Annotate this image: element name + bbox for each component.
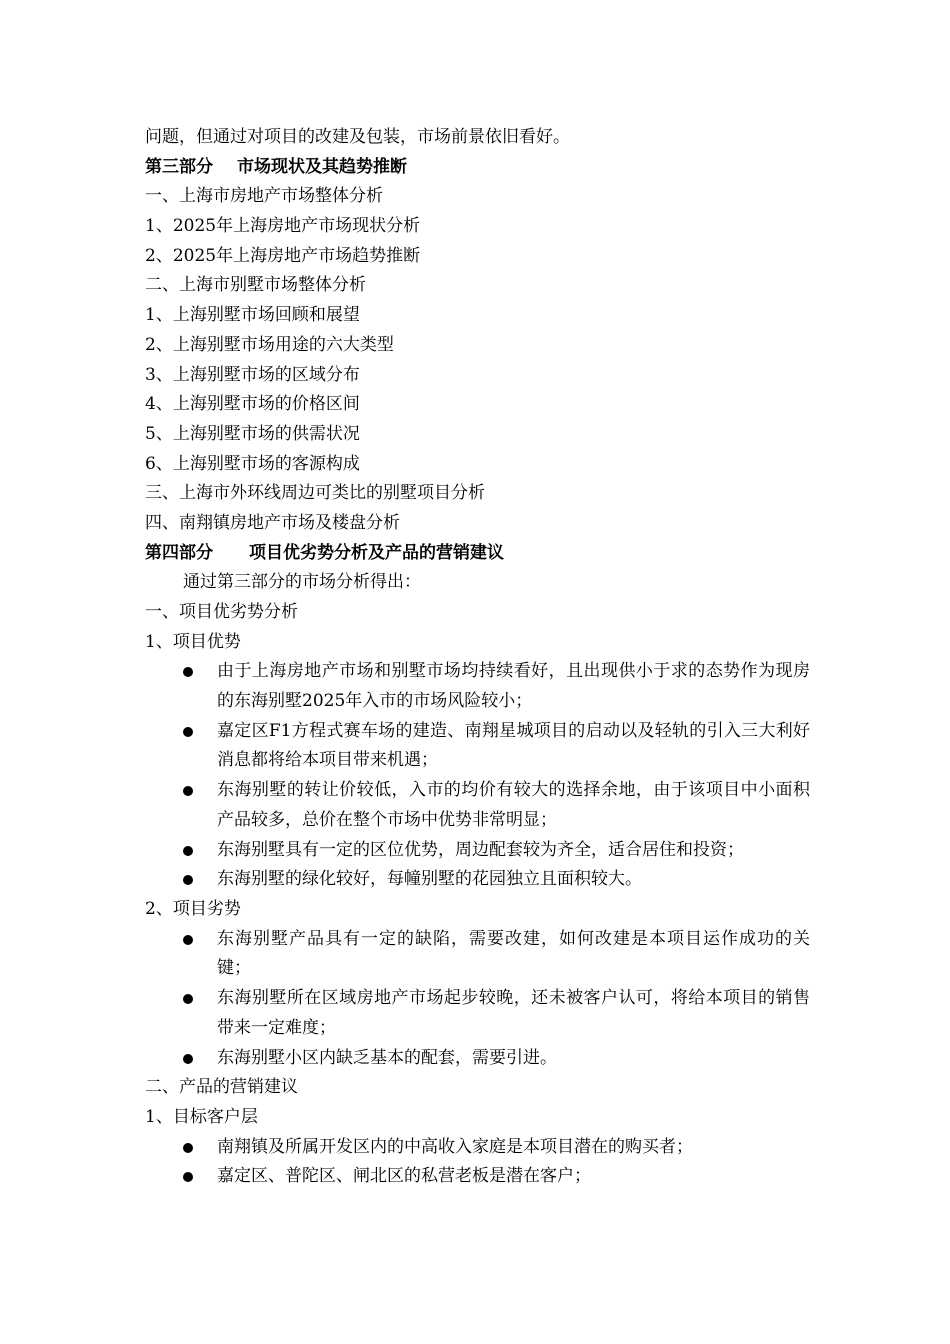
disadvantage-item [145, 984, 810, 1043]
section-3-1-heading: 一、上海市房地产市场整体分析 [145, 186, 383, 207]
part4-label: 第四部分 [145, 542, 213, 563]
section-4-1-2-heading: 2、项目劣势 [145, 899, 241, 919]
section-3-2-item: 2、上海别墅市场用途的六大类型 [145, 334, 394, 355]
disadvantage-item [145, 925, 810, 984]
section-3-1-1: 1、2025年上海房地产市场现状分析 [145, 216, 421, 237]
section-4-1-heading: 一、项目优劣势分析 [145, 602, 298, 622]
section-3-2-item: 3、上海别墅市场的区域分布 [145, 364, 360, 385]
bullet-dot-icon [183, 1172, 193, 1182]
advantage-item [145, 717, 810, 776]
advantage-item [145, 836, 810, 866]
section-4-1-1-heading: 1、项目优势 [145, 631, 241, 652]
advantage-text: 东海别墅的绿化较好，每幢别墅的花园独立且面积较大。 [217, 869, 642, 890]
target-client-text: 南翔镇及所属开发区内的中高收入家庭是本项目潜在的购买者； [217, 1136, 693, 1157]
section-3-2-item: 5、上海别墅市场的供需状况 [145, 423, 360, 444]
part3-heading [145, 153, 810, 183]
bullet-dot-icon [183, 935, 193, 945]
advantage-text: 嘉定区F1方程式赛车场的建造、南翔星城项目的启动以及轻轨的引入三大利好消息都将给本项目带来机遇； [217, 720, 810, 771]
part4-intro: 通过第三部分的市场分析得出： [183, 572, 421, 593]
bullet-dot-icon [183, 727, 193, 737]
part3-label: 第三部分 [145, 156, 213, 177]
advantage-item [145, 865, 810, 895]
section-3-2-item: 6、上海别墅市场的客源构成 [145, 453, 360, 474]
part4-heading [145, 539, 810, 569]
bullet-dot-icon [183, 1143, 193, 1153]
bullet-dot-icon [183, 875, 193, 885]
section-4-2-heading: 二、产品的营销建议 [145, 1077, 298, 1098]
advantage-text: 东海别墅具有一定的区位优势，周边配套较为齐全，适合居住和投资； [217, 839, 744, 860]
part3-title: 市场现状及其趋势推断 [237, 156, 407, 177]
section-3-4-heading: 四、南翔镇房地产市场及楼盘分析 [145, 512, 400, 533]
disadvantages-list [145, 925, 810, 1074]
disadvantage-text: 东海别墅产品具有一定的缺陷，需要改建，如何改建是本项目运作成功的关键； [217, 928, 810, 979]
disadvantage-item [145, 1044, 810, 1074]
target-client-text: 嘉定区、普陀区、闸北区的私营老板是潜在客户； [217, 1166, 591, 1187]
target-client-item [145, 1162, 810, 1192]
disadvantage-text: 东海别墅小区内缺乏基本的配套，需要引进。 [217, 1047, 557, 1068]
advantage-text: 由于上海房地产市场和别墅市场均持续看好，且出现供小于求的态势作为现房的东海别墅2025年入市的市场风险较小； [217, 661, 810, 712]
target-client-item [145, 1133, 810, 1163]
advantages-list [145, 657, 810, 895]
bullet-dot-icon [183, 786, 193, 796]
bullet-dot-icon [183, 994, 193, 1004]
target-clients-list [145, 1133, 810, 1192]
advantage-item [145, 776, 810, 835]
intro-line: 问题，但通过对项目的改建及包装，市场前景依旧看好。 [145, 127, 570, 147]
bullet-dot-icon [183, 667, 193, 677]
section-3-1-2: 2、2025年上海房地产市场趋势推断 [145, 245, 421, 266]
section-3-3-heading: 三、上海市外环线周边可类比的别墅项目分析 [145, 483, 485, 504]
disadvantage-text: 东海别墅所在区域房地产市场起步较晚，还未被客户认可，将给本项目的销售带来一定难度； [217, 988, 810, 1038]
bullet-dot-icon [183, 1054, 193, 1064]
section-3-2-heading: 二、上海市别墅市场整体分析 [145, 275, 366, 296]
section-4-2-1-heading: 1、目标客户层 [145, 1106, 258, 1127]
document-page [145, 123, 810, 1192]
section-3-2-item: 1、上海别墅市场回顾和展望 [145, 305, 360, 326]
advantage-item [145, 657, 810, 716]
section-3-2-item: 4、上海别墅市场的价格区间 [145, 394, 360, 415]
bullet-dot-icon [183, 846, 193, 856]
part4-title: 项目优劣势分析及产品的营销建议 [249, 542, 504, 563]
advantage-text: 东海别墅的转让价较低，入市的均价有较大的选择余地，由于该项目中小面积产品较多，总价在整个市场中优势非常明显； [217, 780, 810, 830]
